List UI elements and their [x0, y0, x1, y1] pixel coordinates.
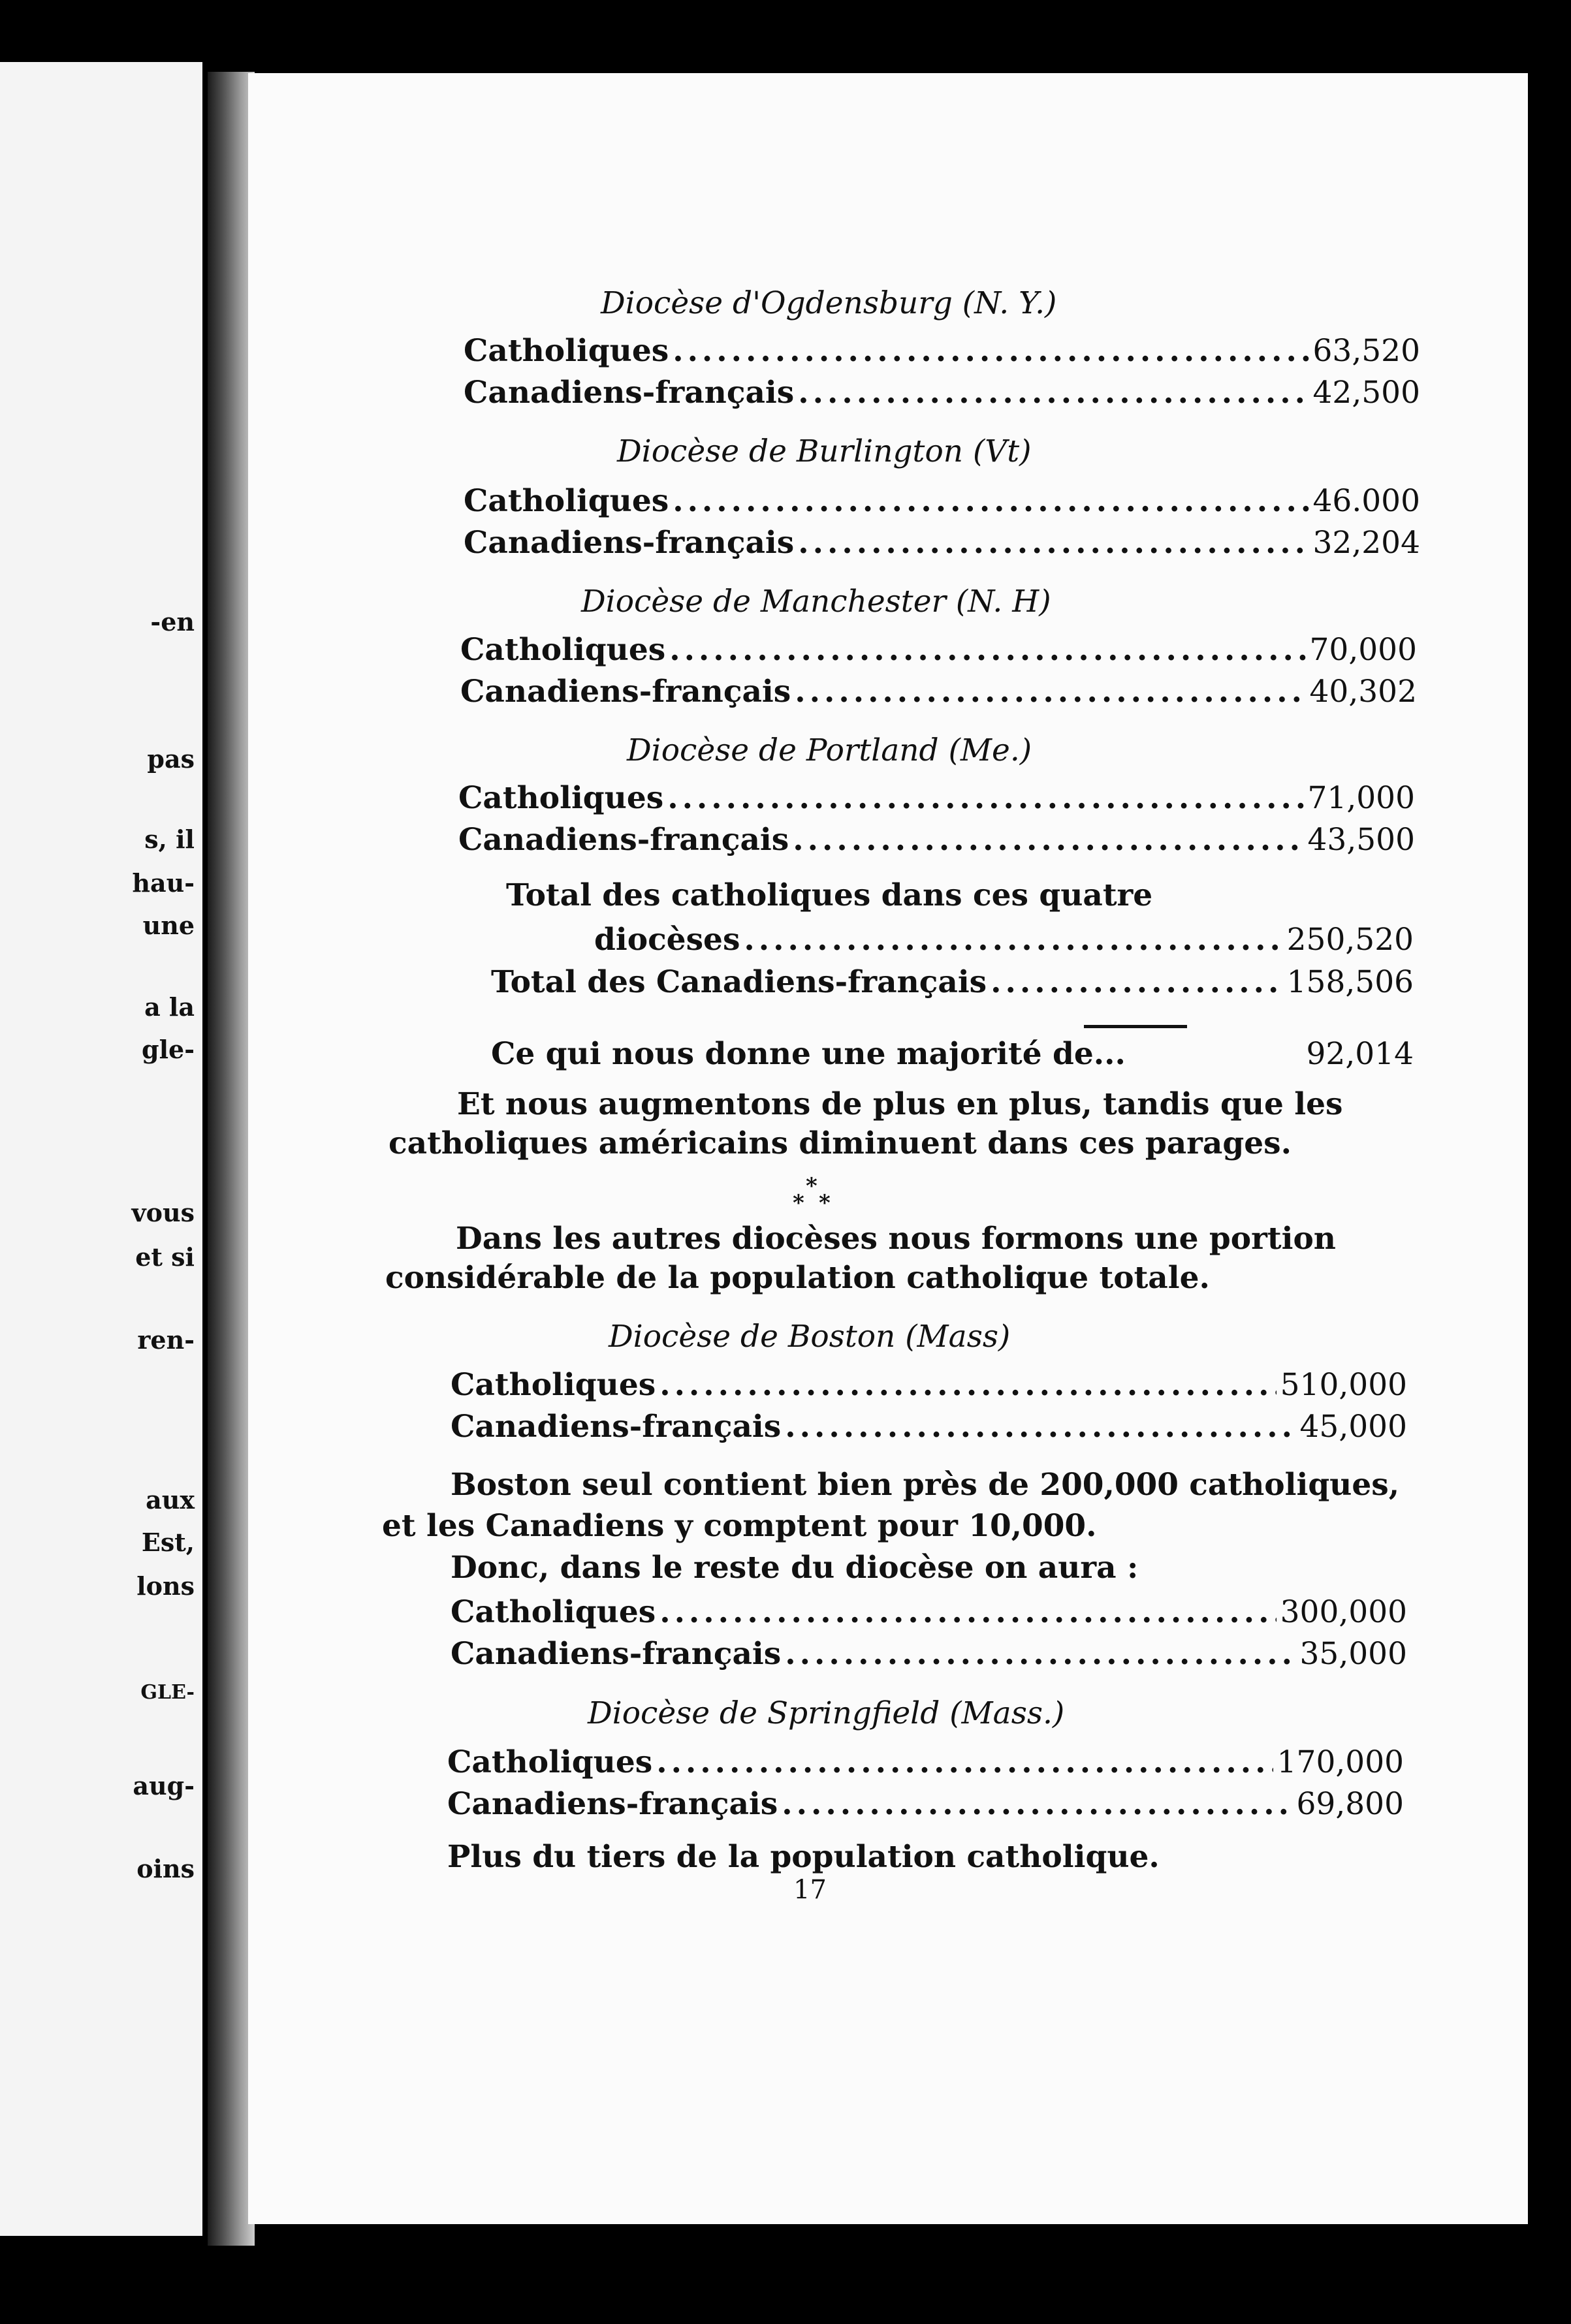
table-row — [451, 1636, 1407, 1672]
row-label: Catholiques — [460, 632, 666, 668]
facing-page-fragment: oins — [136, 1854, 195, 1883]
facing-page-fragment: une — [142, 911, 195, 940]
facing-page-fragment: s, il — [144, 824, 195, 854]
leader-dots — [673, 333, 1309, 369]
leader-dots — [659, 1594, 1276, 1630]
table-row — [451, 1409, 1407, 1445]
facing-page-fragment: hau- — [132, 868, 195, 898]
table-row — [447, 1744, 1404, 1780]
table-row — [460, 632, 1417, 668]
leader-dots — [673, 483, 1309, 519]
paragraph-line: Et nous augmentons de plus en plus, tandis que les — [457, 1086, 1343, 1122]
row-value: 170,000 — [1277, 1744, 1404, 1780]
table-row — [451, 1367, 1407, 1403]
facing-page-fragment: a la — [144, 992, 195, 1022]
table-row — [464, 333, 1420, 369]
facing-page — [0, 62, 202, 2236]
total-canadians-row — [491, 964, 1414, 1000]
row-value: 510,000 — [1280, 1367, 1407, 1403]
leader-dots — [798, 525, 1309, 561]
total-canadians-value: 158,506 — [1286, 964, 1414, 1000]
row-label: Canadiens-français — [447, 1786, 778, 1822]
row-value: 63,520 — [1312, 333, 1420, 369]
paragraph-line: Plus du tiers de la population catholique. — [447, 1839, 1160, 1875]
table-row — [458, 780, 1415, 816]
paragraph-line: Donc, dans le reste du diocèse on aura : — [451, 1550, 1139, 1586]
majority-row — [491, 1036, 1414, 1072]
diocese-heading: Diocèse de Manchester (N. H) — [581, 584, 1051, 620]
row-label: Catholiques — [458, 780, 664, 816]
facing-page-fragment: ren- — [137, 1325, 195, 1355]
facing-page-fragment: pas — [147, 744, 195, 774]
sum-rule — [1084, 1025, 1187, 1028]
table-row — [460, 674, 1417, 710]
asterism-star: * — [819, 1190, 831, 1216]
row-value: 71,000 — [1307, 780, 1415, 816]
leader-dots — [795, 674, 1305, 710]
asterism-star: * — [806, 1173, 817, 1199]
diocese-heading: Diocèse de Boston (Mass) — [609, 1319, 1011, 1355]
diocese-heading: Diocèse de Portland (Me.) — [627, 732, 1032, 768]
table-row — [451, 1594, 1407, 1630]
page-number: 17 — [793, 1875, 827, 1905]
row-label: Canadiens-français — [458, 822, 789, 858]
row-value: 46.000 — [1312, 483, 1420, 519]
paragraph-line: Boston seul contient bien près de 200,000 catholiques, — [451, 1467, 1400, 1503]
row-value: 45,000 — [1299, 1409, 1407, 1445]
row-value: 32,204 — [1312, 525, 1420, 561]
facing-page-fragment: Est, — [141, 1528, 195, 1557]
majority-value: 92,014 — [1306, 1036, 1414, 1072]
leader-dots — [669, 632, 1305, 668]
row-label: Canadiens-français — [464, 525, 795, 561]
diocese-heading: Diocèse de Springfield (Mass.) — [588, 1695, 1065, 1731]
row-value: 43,500 — [1307, 822, 1415, 858]
row-value: 40,302 — [1309, 674, 1417, 710]
row-label: Catholiques — [464, 483, 669, 519]
row-label: Total des Canadiens-français — [491, 964, 987, 1000]
row-label: Canadiens-français — [451, 1409, 782, 1445]
row-label: Catholiques — [447, 1744, 653, 1780]
row-label: Canadiens-français — [451, 1636, 782, 1672]
facing-page-fragment: et si — [135, 1242, 195, 1272]
total-catholics-value: 250,520 — [1286, 922, 1414, 958]
leader-dots — [785, 1636, 1295, 1672]
table-row — [464, 375, 1420, 411]
leader-dots — [744, 922, 1282, 958]
diocese-heading: Diocèse d'Ogdensburg (N. Y.) — [601, 285, 1057, 321]
diocese-heading: Diocèse de Burlington (Vt) — [617, 433, 1032, 469]
paragraph-line: catholiques américains diminuent dans ces parages. — [389, 1125, 1292, 1161]
row-label: diocèses — [594, 922, 740, 958]
facing-page-fragment: lons — [136, 1571, 195, 1601]
table-row — [464, 483, 1420, 519]
leader-dots — [991, 964, 1283, 1000]
leader-dots — [659, 1367, 1276, 1403]
row-value: 69,800 — [1296, 1786, 1404, 1822]
facing-page-fragment: gle- — [142, 1035, 195, 1064]
row-label: Catholiques — [451, 1367, 656, 1403]
row-label: Canadiens-français — [460, 674, 791, 710]
facing-page-fragment: aug- — [133, 1771, 195, 1800]
leader-dots — [782, 1786, 1292, 1822]
row-label: Catholiques — [451, 1594, 656, 1630]
total-catholics-row — [594, 922, 1414, 958]
paragraph-line: et les Canadiens y comptent pour 10,000. — [382, 1508, 1097, 1544]
row-value: 300,000 — [1280, 1594, 1407, 1630]
row-label: Ce qui nous donne une majorité de... — [491, 1036, 1126, 1072]
total-catholics-label: Total des catholiques dans ces quatre — [506, 877, 1153, 913]
paragraph-line: considérable de la population catholique totale. — [385, 1260, 1210, 1296]
row-value: 70,000 — [1309, 632, 1417, 668]
paragraph-line: Dans les autres diocèses nous formons une portion — [456, 1221, 1336, 1257]
leader-dots — [798, 375, 1309, 411]
leader-dots — [656, 1744, 1273, 1780]
asterism-separator — [787, 1175, 840, 1221]
row-value: 42,500 — [1312, 375, 1420, 411]
leader-dots — [785, 1409, 1295, 1445]
facing-page-fragment: -en — [150, 607, 195, 636]
row-label: Catholiques — [464, 333, 669, 369]
facing-page-fragment: GLE- — [140, 1681, 195, 1704]
leader-dots — [667, 780, 1303, 816]
row-value: 35,000 — [1299, 1636, 1407, 1672]
facing-page-fragment: vous — [131, 1198, 195, 1227]
asterism-star: * — [793, 1190, 804, 1216]
facing-page-fragment: aux — [146, 1485, 195, 1515]
book-page — [248, 73, 1528, 2224]
table-row — [458, 822, 1415, 858]
table-row — [464, 525, 1420, 561]
row-label: Canadiens-français — [464, 375, 795, 411]
table-row — [447, 1786, 1404, 1822]
leader-dots — [793, 822, 1303, 858]
